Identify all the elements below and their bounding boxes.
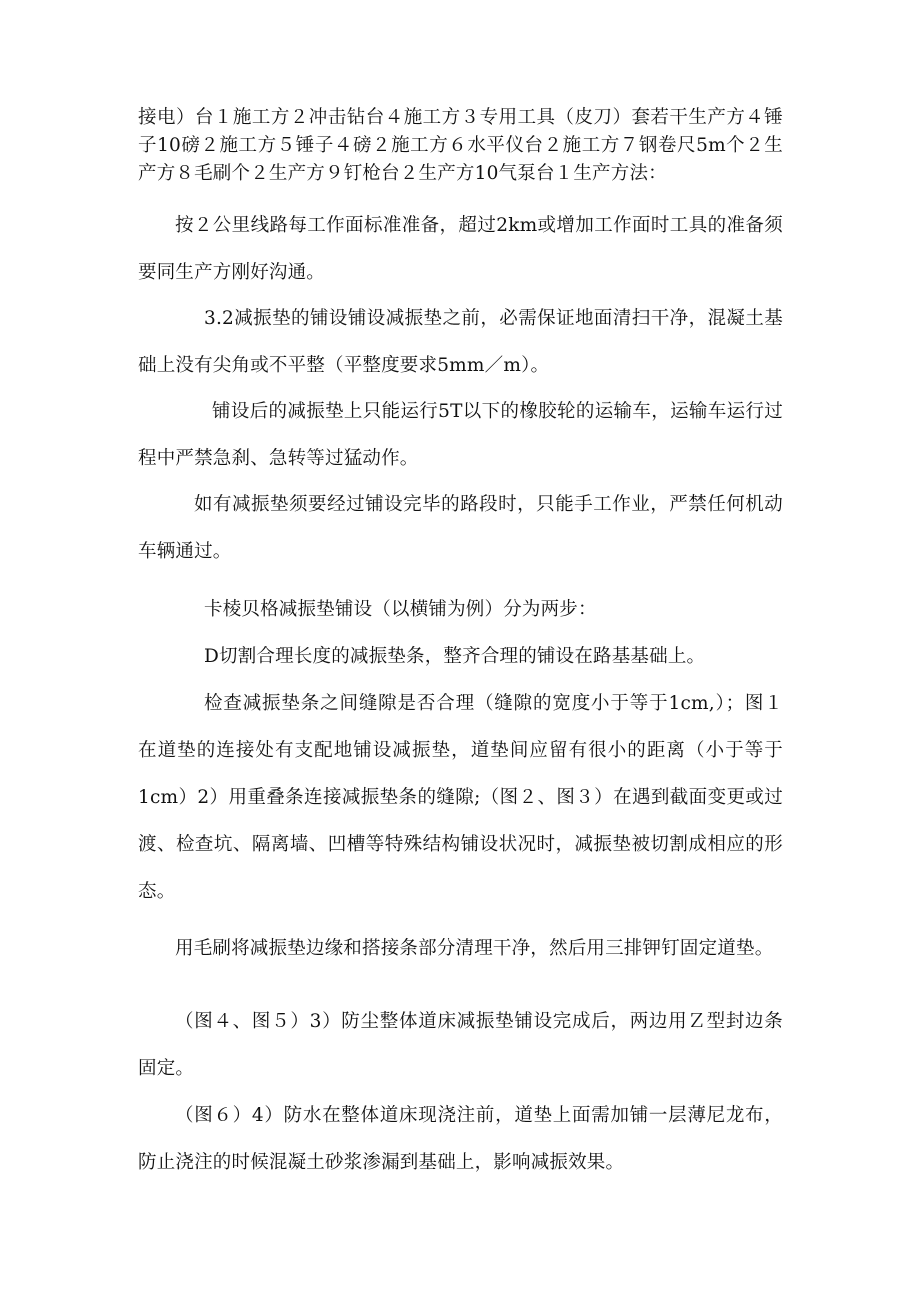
- paragraph-two-steps: 卡棱贝格减振垫铺设（以横铺为例）分为两步：: [204, 599, 597, 620]
- paragraph-tool-preparation: 按２公里线路每工作面标准准备，超过2km或增加工作面时工具的准备须要同生产方刚好沟通。: [138, 215, 783, 283]
- paragraph-cutting: D切割合理长度的减振垫条，整齐合理的铺设在路基基础上。: [204, 646, 706, 667]
- paragraph-cleaning: 用毛刷将减振垫边缘和搭接条部分清理干净，然后用三排钾钉固定道垫。: [175, 938, 774, 959]
- paragraph-manual-work: 如有减振垫须要经过铺设完毕的路段时，只能手工作业，严禁任何机动车辆通过。: [138, 494, 783, 562]
- paragraph-gap-check: 检查减振垫条之间缝隙是否合理（缝隙的宽度小于等于1cm,）；图１在道垫的连接处有支配地铺设减振垫，道垫间应留有很小的距离（小于等于1cm）2）用重叠条连接减振垫条的缝隙;（图２、图３）在遇到截面变更或过渡、检查坑、隔离墙、凹槽等特殊结构铺设状况时，减振垫被切割成相应的形态。: [138, 693, 783, 902]
- paragraph-waterproof: （图６）4）防水在整体道床现浇注前，道垫上面需加铺一层薄尼龙布，防止浇注的时候混凝土砂浆渗漏到基础上，影响减振效果。: [138, 1105, 783, 1173]
- paragraph-vehicle-limit: 铺设后的减振垫上只能运行5T以下的橡胶轮的运输车，运输车运行过程中严禁急刹、急转等过猛动作。: [138, 401, 783, 469]
- paragraph-dustproof: （图４、图５）3）防尘整体道床减振垫铺设完成后，两边用Ｚ型封边条固定。: [138, 1011, 783, 1079]
- paragraph-section-3-2: 3.2减振垫的铺设铺设减振垫之前，必需保证地面清扫干净，混凝土基础上没有尖角或不平整（平整度要求5mm／m）。: [138, 308, 783, 376]
- paragraph-tool-list: 接电）台１施工方２冲击钻台４施工方３专用工具（皮刀）套若干生产方４锤子10磅２施工方５锤子４磅２施工方６水平仪台２施工方７钢卷尺5m个２生产方８毛刷个２生产方９钉枪台２生产方10气泵台１生产方法：: [138, 107, 783, 184]
